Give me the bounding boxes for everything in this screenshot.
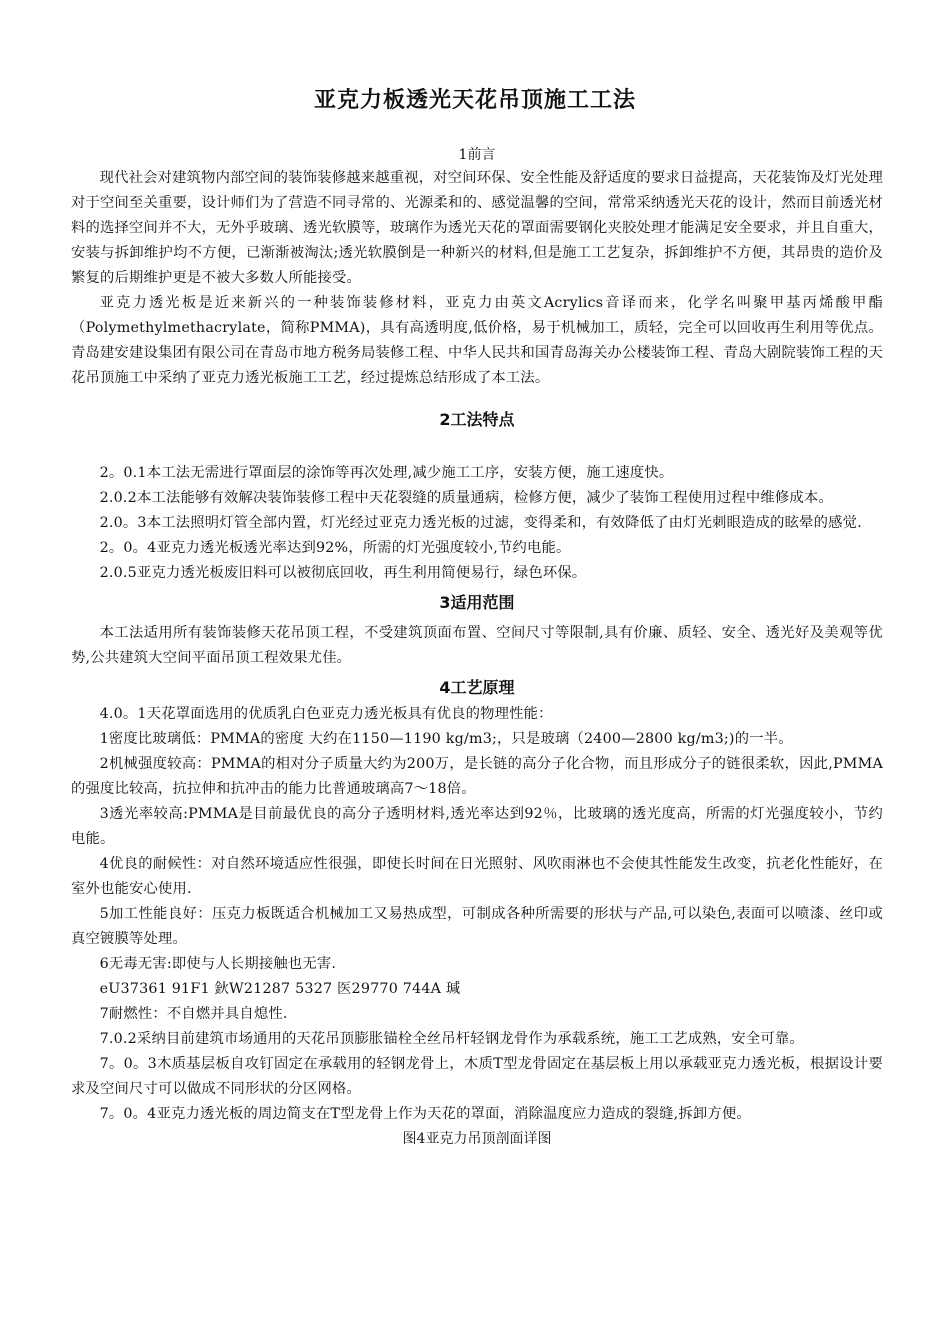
paragraph: 4优良的耐候性：对自然环境适应性很强，即使长时间在日光照射、风吹雨淋也不会使其性能发生改变，抗老化性能好，在室外也能安心使用. xyxy=(71,856,883,897)
paragraph: 4.0。1天花罩面选用的优质乳白色亚克力透光板具有优良的物理性能： xyxy=(99,706,553,722)
paragraph: 7。0。4亚克力透光板的周边简支在T型龙骨上作为天花的罩面，消除温度应力造成的裂缝,拆卸方便。 xyxy=(99,1106,751,1122)
paragraph: 3透光率较高:PMMA是目前最优良的高分子透明材料,透光率达到92％，比玻璃的透光度高，所需的灯光强度较小，节约电能。 xyxy=(71,806,883,847)
paragraph: 5加工性能良好：压克力板既适合机械加工又易热成型，可制成各种所需要的形状与产品,可以染色,表面可以喷漆、丝印或真空镀膜等处理。 xyxy=(71,906,883,947)
section-heading-principle: 4工艺原理 xyxy=(439,678,515,697)
paragraph: 6无毒无害:即使与人长期接触也无害. xyxy=(99,956,337,972)
document-title: 亚克力板透光天花吊顶施工工法 xyxy=(313,88,636,113)
paragraph: 2。0。4亚克力透光板透光率达到92%，所需的灯光强度较小,节约电能。 xyxy=(99,540,571,556)
paragraph: 亚克力透光板是近来新兴的一种装饰装修材料，亚克力由英文Acrylics音译而来，化学名叫聚甲基丙烯酸甲酯 （Polymethylmethacrylate，简称PMMA)，具有高透明度,低价格，易于机械加工，质轻，完全可以回收再生利用等优点。青岛建安建设集团有限公司在青岛市地方税务局装修工程、中华人民共和国青岛海关办公楼装饰工程、青岛大剧院装饰工程的天花吊顶施工中采纳了亚克力透光板施工工艺，经过提炼总结形成了本工法。 xyxy=(71,295,883,386)
paragraph: 现代社会对建筑物内部空间的装饰装修越来越重视，对空间环保、安全性能及舒适度的要求日益提高，天花装饰及灯光处理对于空间至关重要，设计师们为了营造不同寻常的、光源柔和的、感觉温馨的空间，常常采纳透光天花的设计，然而目前透光材料的选择空间并不大，无外乎玻璃、透光软膜等，玻璃作为透光天花的罩面需要钢化夹胶处理才能满足安全要求，并且自重大，安装与拆卸维护均不方便，已渐渐被淘汰;透光软膜倒是一种新兴的材料,但是施工工艺复杂，拆卸维护不方便，其昂贵的造价及繁复的后期维护更是不被大多数人所能接受。 xyxy=(71,170,883,286)
paragraph: 1密度比玻璃低：PMMA的密度 大约在1150—1190 kg/m3;，只是玻璃（2400—2800 kg/m3;)的一半。 xyxy=(99,731,793,747)
paragraph: eU37361 91F1 鈥W21287 5327 医29770 744A 瑊 xyxy=(99,981,461,997)
paragraph: 2.0.2本工法能够有效解决装饰装修工程中天花裂缝的质量通病，检修方便，减少了装饰工程使用过程中维修成本。 xyxy=(99,490,833,506)
document-body xyxy=(71,144,883,1151)
paragraph: 2.0。3本工法照明灯管全部内置，灯光经过亚克力透光板的过滤，变得柔和，有效降低了由灯光刺眼造成的眩晕的感觉. xyxy=(99,515,862,531)
paragraph: 2.0.5亚克力透光板废旧料可以被彻底回收，再生利用简便易行，绿色环保。 xyxy=(99,565,587,581)
paragraph: 7耐燃性：不自燃并具自熄性. xyxy=(99,1006,288,1022)
figure-caption: 图4亚克力吊顶剖面详图 xyxy=(402,1131,552,1147)
section-heading-preface: 1前言 xyxy=(458,147,496,163)
section-heading-scope: 3适用范围 xyxy=(439,593,515,612)
section-heading-features: 2工法特点 xyxy=(439,410,515,429)
paragraph: 2。0.1本工法无需进行罩面层的涂饰等再次处理,减少施工工序，安装方便，施工速度快。 xyxy=(99,465,674,481)
paragraph: 本工法适用所有装饰装修天花吊顶工程，不受建筑顶面布置、空间尺寸等限制,具有价廉、质轻、安全、透光好及美观等优势,公共建筑大空间平面吊顶工程效果尤佳。 xyxy=(71,625,883,666)
paragraph: 7.0.2采纳目前建筑市场通用的天花吊顶膨胀锚栓全丝吊杆轻钢龙骨作为承载系统，施工工艺成熟，安全可靠。 xyxy=(99,1031,804,1047)
paragraph: 2机械强度较高：PMMA的相对分子质量大约为200万，是长链的高分子化合物，而且形成分子的链很柔软，因此,PMMA的强度比较高，抗拉伸和抗冲击的能力比普通玻璃高7～18倍。 xyxy=(71,756,883,797)
paragraph: 7。0。3木质基层板自攻钉固定在承载用的轻钢龙骨上，木质T型龙骨固定在基层板上用以承载亚克力透光板，根据设计要求及空间尺寸可以做成不同形状的分区网格。 xyxy=(71,1056,883,1097)
